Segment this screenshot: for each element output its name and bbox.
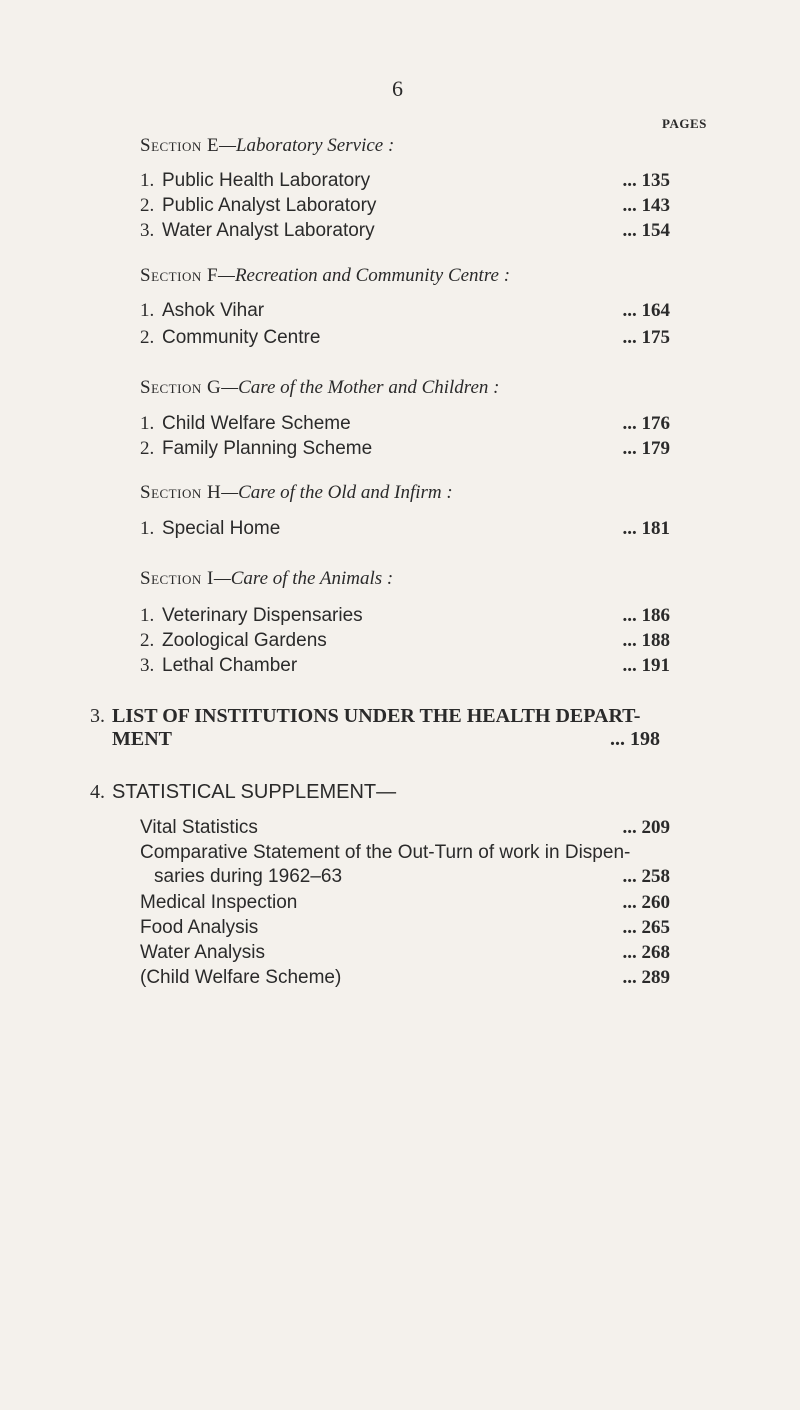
page-ref: 164 — [641, 300, 670, 321]
page-ref: 179 — [641, 438, 670, 459]
item-page — [623, 518, 671, 540]
item-label: STATISTICAL SUPPLEMENT— — [112, 781, 397, 803]
item-page — [610, 728, 660, 751]
page-ref: 268 — [641, 942, 670, 963]
leader-dots: ... — [622, 917, 637, 938]
leader-dots: ... — [622, 630, 637, 651]
page-ref: 258 — [641, 866, 670, 887]
list-item — [140, 300, 670, 326]
list-item — [140, 170, 670, 196]
item-number: 1. — [140, 413, 155, 434]
list-item — [140, 605, 670, 631]
item-label: Water Analysis — [140, 942, 265, 963]
leader-dots: ... — [622, 300, 637, 321]
section-e-title: —Laboratory Service : — [219, 135, 395, 156]
item-number: 2. — [140, 195, 155, 216]
item-page — [623, 300, 671, 322]
leader-dots: ... — [622, 220, 637, 241]
list-item — [140, 967, 670, 993]
section-f-heading — [140, 265, 510, 287]
item-number: 3. — [140, 220, 155, 241]
item-number: 2. — [140, 327, 155, 348]
item-label-line1: LIST OF INSTITUTIONS UNDER THE HEALTH DEPART- — [112, 705, 641, 727]
list-item — [140, 195, 670, 221]
leader-dots: ... — [610, 728, 625, 750]
leader-dots: ... — [622, 438, 637, 459]
item-number: 1. — [140, 170, 155, 191]
pages-column-header: PAGES — [662, 116, 707, 131]
item-label: Family Planning Scheme — [162, 438, 373, 459]
page-ref: 181 — [641, 518, 670, 539]
leader-dots: ... — [622, 170, 637, 191]
item-page — [623, 630, 671, 652]
section-f-prefix: Section F — [140, 265, 219, 286]
section-h-heading — [140, 482, 453, 504]
leader-dots: ... — [622, 518, 637, 539]
item-number: 1. — [140, 300, 155, 321]
item-page — [623, 655, 671, 677]
page-ref: 175 — [641, 327, 670, 348]
page-ref: 209 — [641, 817, 670, 838]
item-page — [623, 967, 671, 989]
list-item — [140, 438, 670, 464]
item-label: Ashok Vihar — [162, 300, 265, 321]
item-page — [623, 220, 671, 242]
section-i-title: —Care of the Animals : — [213, 568, 394, 589]
item-page — [623, 438, 671, 460]
item-label: Special Home — [162, 518, 281, 539]
page-ref: 154 — [641, 220, 670, 241]
leader-dots: ... — [622, 413, 637, 434]
list-item — [140, 892, 670, 918]
leader-dots: ... — [622, 655, 637, 676]
list-item — [140, 917, 670, 943]
leader-dots: ... — [622, 892, 637, 913]
section-h-title: —Care of the Old and Infirm : — [221, 482, 453, 503]
item-label: Vital Statistics — [140, 817, 258, 838]
toc-item-statistical — [90, 781, 397, 804]
leader-dots: ... — [622, 327, 637, 348]
page-ref: 135 — [641, 170, 670, 191]
list-item — [140, 518, 670, 544]
item-page — [623, 605, 671, 627]
leader-dots: ... — [622, 866, 637, 887]
item-label: Water Analyst Laboratory — [162, 220, 375, 241]
list-item — [140, 842, 670, 868]
leader-dots: ... — [622, 605, 637, 626]
item-page — [623, 942, 671, 964]
item-page — [623, 866, 671, 888]
list-item — [140, 866, 670, 892]
toc-item-institutions-cont — [112, 728, 670, 751]
item-label: Lethal Chamber — [162, 655, 298, 676]
section-f-title: —Recreation and Community Centre : — [218, 265, 511, 286]
section-e-prefix: Section E — [140, 135, 220, 156]
item-label: Child Welfare Scheme — [162, 413, 351, 434]
item-label: Community Centre — [162, 327, 321, 348]
item-number: 1. — [140, 605, 155, 626]
page-ref: 191 — [641, 655, 670, 676]
page-ref: 260 — [641, 892, 670, 913]
item-label: Public Health Laboratory — [162, 170, 371, 191]
item-label-line2: MENT — [112, 728, 172, 750]
list-item — [140, 630, 670, 656]
item-page — [623, 195, 671, 217]
item-number: 3. — [90, 705, 105, 727]
item-label: Comparative Statement of the Out-Turn of work in Dispen- — [140, 842, 631, 863]
item-page — [623, 413, 671, 435]
leader-dots: ... — [622, 967, 637, 988]
leader-dots: ... — [622, 942, 637, 963]
list-item — [140, 413, 670, 439]
list-item — [140, 220, 670, 246]
item-number: 1. — [140, 518, 155, 539]
page-ref: 143 — [641, 195, 670, 216]
section-i-prefix: Section I — [140, 568, 214, 589]
item-label-cont: saries during 1962–63 — [154, 866, 343, 887]
item-label: Food Analysis — [140, 917, 259, 938]
leader-dots: ... — [622, 195, 637, 216]
item-page — [623, 327, 671, 349]
item-label: Public Analyst Laboratory — [162, 195, 377, 216]
item-number: 3. — [140, 655, 155, 676]
section-h-prefix: Section H — [140, 482, 222, 503]
list-item — [140, 327, 670, 353]
item-label: (Child Welfare Scheme) — [140, 967, 342, 988]
section-e-heading — [140, 135, 394, 157]
leader-dots: ... — [622, 817, 637, 838]
item-number: 2. — [140, 630, 155, 651]
item-page — [623, 892, 671, 914]
page-ref: 176 — [641, 413, 670, 434]
page-ref: 188 — [641, 630, 670, 651]
item-label: Zoological Gardens — [162, 630, 327, 651]
toc-item-institutions — [90, 705, 641, 728]
item-page — [623, 917, 671, 939]
item-page — [623, 817, 671, 839]
page-number: 6 — [392, 76, 403, 101]
item-number: 4. — [90, 781, 105, 803]
section-i-heading — [140, 568, 393, 590]
page-ref: 186 — [641, 605, 670, 626]
item-page — [623, 170, 671, 192]
page-ref: 198 — [630, 728, 660, 750]
page-ref: 265 — [641, 917, 670, 938]
section-g-heading — [140, 377, 500, 399]
list-item — [140, 942, 670, 968]
page-ref: 289 — [641, 967, 670, 988]
item-label: Veterinary Dispensaries — [162, 605, 363, 626]
item-number: 2. — [140, 438, 155, 459]
section-g-title: —Care of the Mother and Children : — [221, 377, 500, 398]
list-item — [140, 655, 670, 681]
section-g-prefix: Section G — [140, 377, 222, 398]
list-item — [140, 817, 670, 843]
item-label: Medical Inspection — [140, 892, 298, 913]
